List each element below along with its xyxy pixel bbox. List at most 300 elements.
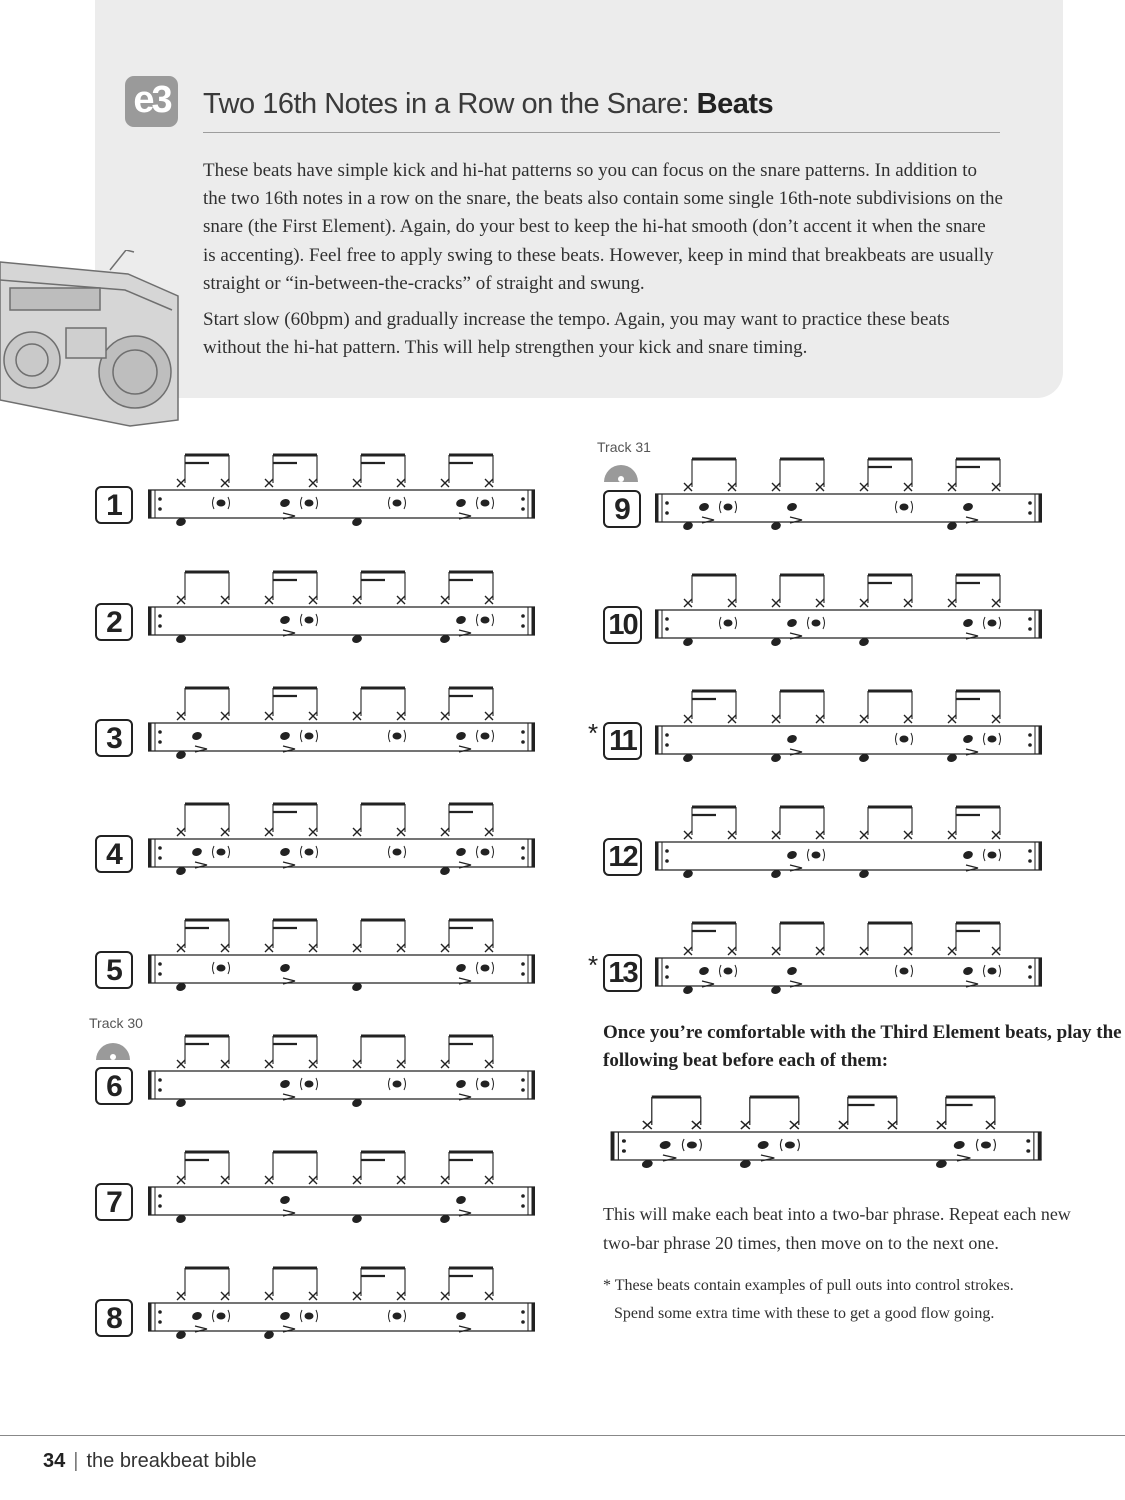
hihat-note [177,1176,185,1184]
snare-note [279,615,291,626]
beat-number-13: 13 [603,954,642,992]
hihat-note [904,715,912,723]
hihat-note [485,1292,493,1300]
staff-beat-2 [143,560,538,670]
repeat-dot [665,511,669,515]
repeat-dot [158,624,162,628]
snare-note [455,498,467,509]
ghost-note [481,733,490,740]
snare-note [786,734,798,745]
hihat-note [309,828,317,836]
repeat-dot [1028,965,1032,969]
hihat-note [772,831,780,839]
hihat-note [816,715,824,723]
snare-note [786,850,798,861]
ghost-note [217,965,226,972]
repeat-bar [1039,958,1043,986]
ghost-note [305,617,314,624]
repeat-bar [1039,610,1043,638]
hihat-note [904,599,912,607]
repeat-dot [665,627,669,631]
repeat-bar [1039,842,1043,870]
repeat-dot [665,743,669,747]
hihat-note [485,944,493,952]
hihat-note [860,947,868,955]
hihat-note [177,944,185,952]
repeat-bar [148,839,152,867]
ghost-note [393,733,402,740]
boombox-illustration [0,250,180,430]
hihat-note [772,599,780,607]
snare-note [962,618,974,629]
repeat-dot [665,859,669,863]
hihat-note [221,1292,229,1300]
hihat-note [309,944,317,952]
hihat-note [992,715,1000,723]
hihat-note [177,828,185,836]
repeat-dot [521,972,525,976]
repeat-bar [655,610,659,638]
page-footer [43,1450,257,1473]
ghost-note [481,617,490,624]
hihat-note [692,1121,701,1129]
snare-note [191,847,203,858]
ghost-note [988,620,997,627]
ghost-note [481,500,490,507]
staff-beat-3 [143,676,538,786]
book-title: the breakbeat bible [86,1450,257,1472]
staff-beat-9 [650,447,1045,557]
hihat-note [353,828,361,836]
hihat-note [485,1176,493,1184]
hihat-note [309,1292,317,1300]
repeat-dot [158,962,162,966]
hihat-note [353,479,361,487]
hihat-note [309,479,317,487]
footer-separator: | [73,1450,79,1472]
hihat-note [221,479,229,487]
repeat-bar [148,955,152,983]
beat-number-10: 10 [603,606,642,644]
repeat-bar [148,1187,152,1215]
hihat-note [177,1292,185,1300]
hihat-note [265,479,273,487]
hihat-note [441,1060,449,1068]
ghost-note [981,1142,991,1149]
footnote-line-1: * These beats contain examples of pull outs into control strokes. [603,1277,1014,1294]
repeat-dot [1028,743,1032,747]
repeat-bar [532,490,536,518]
hihat-note [353,944,361,952]
repeat-dot [1028,627,1032,631]
repeat-dot [1028,849,1032,853]
beat-number-9: 9 [603,490,641,528]
repeat-bar [148,1071,152,1099]
repeat-bar [1039,494,1043,522]
hihat-note [772,715,780,723]
hihat-note [728,947,736,955]
hihat-note [353,1292,361,1300]
snare-note [698,502,710,513]
track-label-31: Track 31 [597,439,651,455]
repeat-bar [532,1187,536,1215]
snare-note [786,618,798,629]
hihat-note [485,1060,493,1068]
repeat-dot [158,730,162,734]
snare-note [279,847,291,858]
hihat-note [309,1060,317,1068]
hihat-note [265,596,273,604]
repeat-dot [622,1139,626,1143]
ghost-note [393,849,402,856]
hihat-note [904,831,912,839]
hihat-note [265,828,273,836]
lead-in-instruction: Once you’re comfortable with the Third Element beats, play the following beat before each of them: [603,1022,1122,1071]
hihat-note [177,1060,185,1068]
track-label-30: Track 30 [89,1015,143,1031]
repeat-dot [1028,511,1032,515]
repeat-dot [665,849,669,853]
ghost-note [217,1313,226,1320]
hihat-note [888,1121,897,1129]
hihat-note [397,712,405,720]
repeat-bar [532,839,536,867]
hihat-note [790,1121,799,1129]
repeat-dot [521,1204,525,1208]
hihat-note [860,831,868,839]
snare-note [191,1311,203,1322]
phrase-text: This will make each beat into a two-bar phrase. Repeat each new two-bar phrase 20 times, then move on to the next one. [603,1204,1071,1253]
repeat-dot [158,972,162,976]
hihat-note [177,596,185,604]
hihat-note [353,1060,361,1068]
hihat-note [860,483,868,491]
ghost-note [900,504,909,511]
asterisk-13: * [588,950,599,980]
staff-beat-11 [650,679,1045,789]
snare-note [191,731,203,742]
snare-note [786,966,798,977]
beat-number-7: 7 [95,1183,133,1221]
repeat-dot [665,617,669,621]
snare-note [279,498,291,509]
repeat-bar [148,490,152,518]
hihat-note [397,596,405,604]
repeat-dot [521,1194,525,1198]
cd-icon [95,1040,131,1060]
hihat-note [221,1060,229,1068]
snare-note [953,1140,966,1151]
hihat-note [397,1176,405,1184]
hihat-note [221,596,229,604]
intro-paragraph-1: These beats have simple kick and hi-hat patterns so you can focus on the snare patterns. In addition to the two 16th notes in a row on the snare, the beats also contain some single 16th-note subdivisions on the snare (the First Element). Again, do your best to keep the hi-hat smooth (don’t accent it when the snare is accenting). Feel free to apply swing to these beats. However, keep in mind that breakbeats are usually straight or “in-between-the-cracks” of straight and swung. [203,160,1003,294]
repeat-dot [1028,617,1032,621]
repeat-dot [521,1078,525,1082]
snare-note [455,1195,467,1206]
hihat-note [904,483,912,491]
hihat-note [992,947,1000,955]
beat-number-11: 11 [603,722,642,760]
repeat-bar [655,726,659,754]
snare-note [658,1140,671,1151]
staff-beat-1 [143,443,538,553]
repeat-bar [148,607,152,635]
hihat-note [485,828,493,836]
beat-number-5: 5 [95,951,133,989]
ghost-note [393,500,402,507]
repeat-dot [521,962,525,966]
hihat-note [221,712,229,720]
repeat-bar [655,494,659,522]
hihat-note [684,831,692,839]
hihat-note [397,479,405,487]
repeat-bar [1039,726,1043,754]
hihat-note [485,596,493,604]
repeat-bar [148,723,152,751]
hihat-note [684,483,692,491]
hihat-note [265,944,273,952]
hihat-note [353,596,361,604]
ghost-note [305,500,314,507]
ghost-note [988,852,997,859]
hihat-note [441,1176,449,1184]
beat-number-3: 3 [95,719,133,757]
hihat-note [177,712,185,720]
repeat-dot [521,507,525,511]
repeat-dot [158,1204,162,1208]
hihat-note [485,712,493,720]
repeat-bar [532,955,536,983]
repeat-dot [1026,1139,1030,1143]
repeat-dot [521,624,525,628]
repeat-dot [158,497,162,501]
snare-note [279,1311,291,1322]
beat-number-6: 6 [95,1067,133,1105]
ghost-note [988,968,997,975]
hihat-note [948,947,956,955]
snare-note [962,850,974,861]
ghost-note [305,1313,314,1320]
ghost-note [812,852,821,859]
ghost-note [217,500,226,507]
beat-number-12: 12 [603,838,642,876]
repeat-dot [521,856,525,860]
repeat-dot [158,1320,162,1324]
ghost-note [305,1081,314,1088]
hihat-note [441,944,449,952]
footer-rule [0,1435,1125,1436]
staff-beat-12 [650,795,1045,905]
repeat-bar [532,723,536,751]
repeat-dot [521,846,525,850]
repeat-dot [622,1149,626,1153]
ghost-note [812,620,821,627]
repeat-dot [521,1310,525,1314]
repeat-dot [521,614,525,618]
hihat-note [265,1176,273,1184]
ghost-note [217,849,226,856]
hihat-note [397,1060,405,1068]
ghost-note [785,1142,795,1149]
ghost-note [724,620,733,627]
hihat-note [441,712,449,720]
repeat-dot [158,1078,162,1082]
ghost-note [305,849,314,856]
hihat-note [741,1121,750,1129]
repeat-dot [158,507,162,511]
staff-beat-8 [143,1256,538,1366]
repeat-bar [655,958,659,986]
repeat-dot [158,740,162,744]
hihat-note [948,831,956,839]
repeat-dot [1028,975,1032,979]
hihat-note [948,483,956,491]
snare-note [455,731,467,742]
repeat-bar [532,1303,536,1331]
repeat-bar [611,1132,615,1160]
hihat-note [839,1121,848,1129]
page-number: 34 [43,1450,66,1472]
ghost-note [393,1313,402,1320]
hihat-note [397,944,405,952]
ghost-note [724,504,733,511]
repeat-bar [655,842,659,870]
repeat-bar [1038,1132,1042,1160]
title-bold: Beats [696,88,774,120]
snare-note [698,966,710,977]
repeat-dot [665,975,669,979]
ghost-note [481,849,490,856]
staff-beat-7 [143,1140,538,1250]
hihat-note [309,712,317,720]
repeat-dot [1028,859,1032,863]
ghost-note [988,736,997,743]
hihat-note [992,599,1000,607]
hihat-note [728,483,736,491]
hihat-note [904,947,912,955]
page-title [203,88,1000,133]
repeat-dot [158,614,162,618]
hihat-note [728,715,736,723]
hihat-note [816,947,824,955]
repeat-dot [665,501,669,505]
snare-note [455,615,467,626]
hihat-note [309,596,317,604]
staff-beat-5 [143,908,538,1018]
hihat-note [265,1060,273,1068]
ghost-note [481,965,490,972]
hihat-note [948,599,956,607]
hihat-note [772,483,780,491]
hihat-note [643,1121,652,1129]
hihat-note [441,828,449,836]
section-badge: e3 [125,76,178,127]
hihat-note [353,1176,361,1184]
snare-note [279,1195,291,1206]
hihat-note [684,599,692,607]
ghost-note [900,736,909,743]
footnote [603,1272,1083,1328]
title-prefix: Two 16th Notes in a Row on the Snare: [203,88,697,120]
hihat-note [860,599,868,607]
repeat-dot [521,1088,525,1092]
hihat-note [441,1292,449,1300]
repeat-dot [158,1310,162,1314]
hihat-note [353,712,361,720]
staff-beat-13 [650,911,1045,1021]
staff-lead-in [605,1085,1045,1195]
repeat-dot [521,497,525,501]
snare-note [279,731,291,742]
repeat-dot [158,1088,162,1092]
snare-note [786,502,798,513]
snare-note [455,1311,467,1322]
repeat-dot [1028,733,1032,737]
hihat-note [772,947,780,955]
asterisk-11: * [588,718,599,748]
ghost-note [724,968,733,975]
hihat-note [397,828,405,836]
beat-number-8: 8 [95,1299,133,1337]
snare-note [279,963,291,974]
hihat-note [937,1121,946,1129]
ghost-note [393,1081,402,1088]
hihat-note [397,1292,405,1300]
repeat-dot [1026,1149,1030,1153]
hihat-note [684,715,692,723]
hihat-note [816,599,824,607]
snare-note [962,966,974,977]
ghost-note [900,968,909,975]
hihat-note [265,1292,273,1300]
hihat-note [816,831,824,839]
hihat-note [948,715,956,723]
snare-note [962,502,974,513]
hihat-note [684,947,692,955]
hihat-note [860,715,868,723]
repeat-dot [1028,501,1032,505]
snare-note [455,1079,467,1090]
beat-number-2: 2 [95,603,133,641]
beat-number-4: 4 [95,835,133,873]
hihat-note [177,479,185,487]
repeat-bar [532,1071,536,1099]
snare-note [279,1079,291,1090]
intro-paragraph-2: Start slow (60bpm) and gradually increase the tempo. Again, you may want to practice these beats without the hi-hat pattern. This will help strengthen your kick and snare timing. [203,309,950,359]
ghost-note [305,733,314,740]
beat-number-1: 1 [95,486,133,524]
hihat-note [221,828,229,836]
snare-note [455,847,467,858]
repeat-dot [521,1320,525,1324]
repeat-dot [158,856,162,860]
hihat-note [441,479,449,487]
hihat-note [992,483,1000,491]
hihat-note [992,831,1000,839]
repeat-dot [158,846,162,850]
repeat-dot [665,965,669,969]
hihat-note [728,599,736,607]
hihat-note [441,596,449,604]
staff-beat-6 [143,1024,538,1134]
repeat-dot [521,740,525,744]
hihat-note [986,1121,995,1129]
snare-note [962,734,974,745]
hihat-note [485,479,493,487]
cd-icon [603,462,639,482]
repeat-bar [148,1303,152,1331]
ghost-note [481,1081,490,1088]
